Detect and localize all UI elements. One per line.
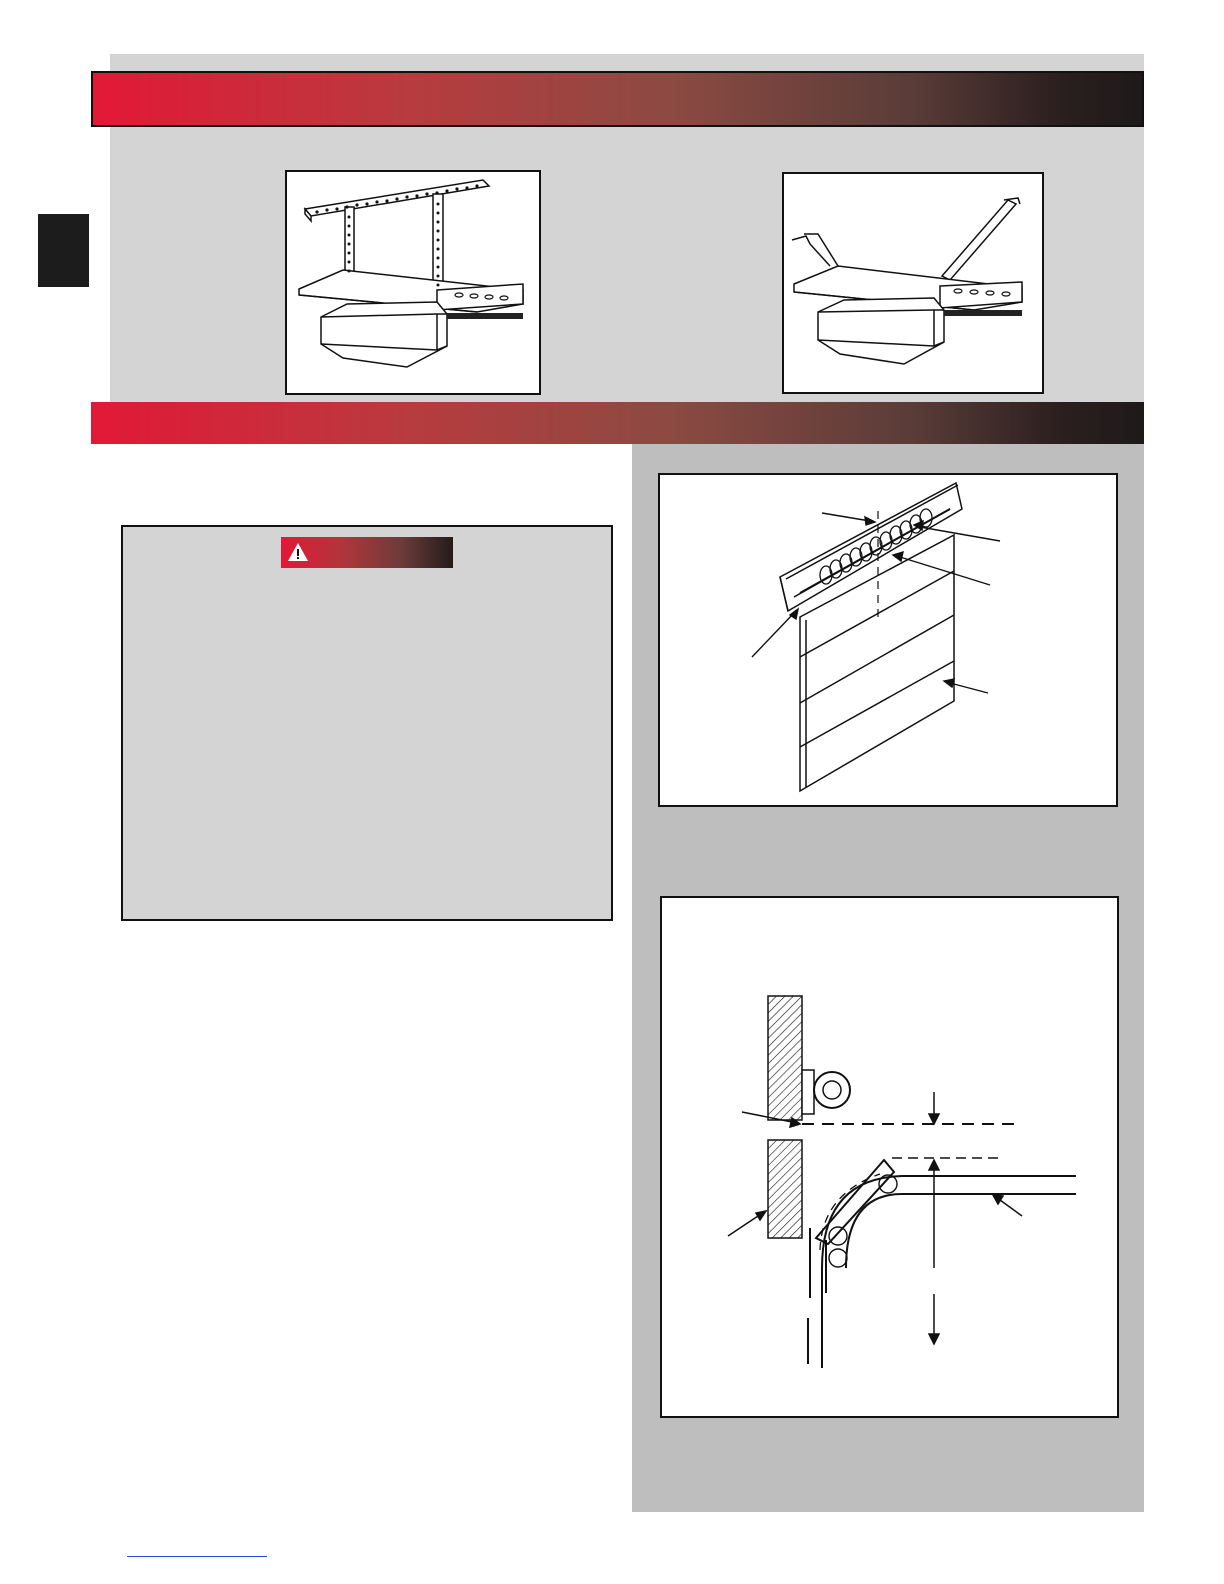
warning-banner	[281, 537, 453, 568]
figure-track-clearance	[660, 896, 1119, 1418]
figure-ceiling-mount	[285, 170, 541, 395]
installation-header-banner	[91, 402, 1144, 444]
section-header-banner	[91, 71, 1144, 127]
footer-link-underline[interactable]	[127, 1556, 267, 1557]
figure-torsion-spring	[658, 473, 1118, 807]
figure-angled-mount	[782, 172, 1044, 394]
warning-box	[121, 525, 613, 921]
section-side-tab	[38, 214, 89, 287]
warning-triangle-icon	[287, 541, 309, 563]
